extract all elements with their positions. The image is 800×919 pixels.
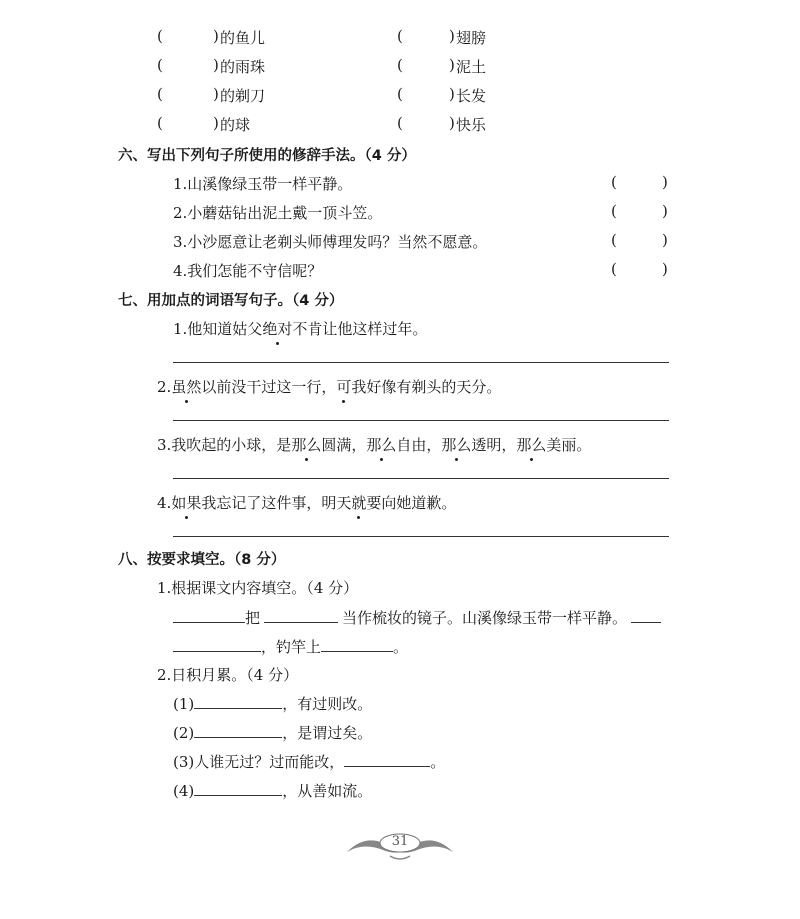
s5-row4-right-paren: (	[397, 114, 403, 132]
s7-s3-dotted-c: 那么	[441, 436, 472, 454]
s6-item4-text: 4.我们怎能不守信呢？	[173, 262, 323, 280]
s8-q1-blank4[interactable]	[173, 637, 261, 652]
s7-s4-dotted-a: 如果	[171, 494, 202, 512]
s8-q2-item3-num: (3)人谁无过？过而能改，	[173, 753, 345, 771]
s8-q2-item4-num: (4)	[173, 782, 195, 800]
section6-heading: 六、写出下列句子所使用的修辞手法。（4 分）	[118, 148, 416, 164]
s8-q1-blank5[interactable]	[321, 637, 393, 652]
s5-row3-left-paren: (	[157, 85, 163, 103]
section7-heading: 七、用加点的词语写句子。（4 分）	[118, 293, 344, 309]
s7-s4-a: 4.	[157, 494, 172, 512]
s5-row3-right-paren: (	[397, 85, 403, 103]
s6-item1-paren-close: )	[662, 173, 668, 191]
s5-row2-right-close: )	[449, 56, 455, 74]
s5-row2-right-paren: (	[397, 56, 403, 74]
s8-q2-blank3[interactable]	[344, 752, 430, 767]
s8-q1-title: 1.根据课文内容填空。（4 分）	[157, 579, 359, 597]
s5-row4-right-close: )	[449, 114, 455, 132]
s6-item3-paren-open: (	[611, 231, 617, 249]
s8-q2-title: 2.日积月累。（4 分）	[157, 666, 299, 684]
s8-q2-item4	[173, 780, 372, 801]
s6-item1-paren-open: (	[611, 173, 617, 191]
s8-q2-item1-num: (1)	[173, 695, 195, 713]
s5-row4-left-word: 的球	[220, 116, 251, 134]
s5-row2-left-word: 的雨珠	[220, 58, 266, 76]
s8-q1-line2a: ，钓竿上	[261, 638, 322, 656]
s8-q1-blank1[interactable]	[173, 608, 245, 623]
s7-sentence2	[157, 376, 501, 397]
s8-q1-end: 。	[393, 638, 409, 656]
s5-row1-left-paren: (	[157, 27, 163, 45]
s5-row4-right-word: 快乐	[456, 116, 487, 134]
s8-q2-blank4[interactable]	[194, 781, 282, 796]
s5-row1-left-close: )	[213, 27, 219, 45]
s7-s3-dotted-a: 那么	[291, 436, 322, 454]
s7-s4-dotted-b: 就	[351, 494, 367, 512]
s7-s2-dotted-b: 可	[336, 378, 352, 396]
s7-sentence3	[157, 434, 591, 455]
page-number: 31	[391, 834, 409, 849]
s8-q2-item3-text: 。	[430, 753, 446, 771]
s8-q2-item2-text: ，是谓过矣。	[282, 724, 373, 742]
s7-s2-dotted-a: 虽然	[171, 378, 202, 396]
s8-q2-blank1[interactable]	[194, 694, 282, 709]
s7-s3-g: 透明，	[471, 436, 517, 454]
s6-item1-text: 1.山溪像绿玉带一样平静。	[173, 175, 353, 193]
s7-s1-c: 不肯让他这样过年。	[292, 320, 428, 338]
s7-s3-i: 美丽。	[546, 436, 592, 454]
s7-s2-c: 以前没干过这一行，	[201, 378, 337, 396]
s7-answer-line-1[interactable]	[173, 362, 669, 363]
s6-item4-paren-close: )	[662, 260, 668, 278]
s5-row3-left-close: )	[213, 85, 219, 103]
s8-q2-item1	[173, 693, 372, 714]
s6-item2-text: 2.小蘑菇钻出泥土戴一顶斗笠。	[173, 204, 383, 222]
s8-q2-item1-text: ，有过则改。	[282, 695, 373, 713]
s8-q1-line1	[173, 607, 661, 628]
s5-row1-right-word: 翅膀	[456, 29, 487, 47]
s7-s4-e: 要向她道歉。	[366, 494, 457, 512]
s8-q1-ba: 把	[245, 609, 261, 627]
s6-item2-paren-open: (	[611, 202, 617, 220]
s7-sentence1	[173, 318, 427, 339]
s5-row2-left-close: )	[213, 56, 219, 74]
s7-s2-a: 2.	[157, 378, 172, 396]
s7-answer-line-2[interactable]	[173, 420, 669, 421]
s8-q2-item3	[173, 751, 445, 772]
s7-s2-e: 我好像有剃头的天分。	[351, 378, 502, 396]
s5-row2-left-paren: (	[157, 56, 163, 74]
s5-row3-right-close: )	[449, 85, 455, 103]
s6-item3-text: 3.小沙愿意让老剃头师傅理发吗？当然不愿意。	[173, 233, 488, 251]
s6-item3-paren-close: )	[662, 231, 668, 249]
s6-item2-paren-close: )	[662, 202, 668, 220]
s7-s4-c: 我忘记了这件事，明天	[201, 494, 352, 512]
s7-s3-a: 3.我吹起的小球，是	[157, 436, 292, 454]
s7-answer-line-4[interactable]	[173, 536, 669, 537]
s5-row3-left-word: 的剃刀	[220, 87, 266, 105]
s5-row4-left-paren: (	[157, 114, 163, 132]
s5-row3-right-word: 长发	[456, 87, 487, 105]
s7-s3-e: 自由，	[396, 436, 442, 454]
s7-s3-dotted-b: 那么	[366, 436, 397, 454]
s8-q1-blank2[interactable]	[264, 608, 338, 623]
s5-row2-right-word: 泥土	[456, 58, 487, 76]
s8-q2-item2	[173, 722, 372, 743]
s7-s3-c: 圆满，	[321, 436, 367, 454]
page-number-ornament	[345, 828, 455, 862]
s8-q2-item2-num: (2)	[173, 724, 195, 742]
s7-s1-a: 1.他知道姑父	[173, 320, 263, 338]
s8-q1-mid: 当作梳妆的镜子。山溪像绿玉带一样平静。	[342, 609, 628, 627]
s6-item4-paren-open: (	[611, 260, 617, 278]
s7-s1-dotted-a: 绝对	[262, 320, 293, 338]
s5-row1-left-word: 的鱼儿	[220, 29, 266, 47]
s5-row1-right-close: )	[449, 27, 455, 45]
s8-q1-blank3[interactable]	[631, 608, 661, 623]
s7-sentence4	[157, 492, 456, 513]
s5-row4-left-close: )	[213, 114, 219, 132]
s5-row1-right-paren: (	[397, 27, 403, 45]
s7-s3-dotted-d: 那么	[516, 436, 547, 454]
s8-q2-item4-text: ，从善如流。	[282, 782, 373, 800]
s7-answer-line-3[interactable]	[173, 478, 669, 479]
s8-q1-line2	[173, 636, 408, 657]
section8-heading: 八、按要求填空。（8 分）	[118, 552, 286, 568]
s8-q2-blank2[interactable]	[194, 723, 282, 738]
